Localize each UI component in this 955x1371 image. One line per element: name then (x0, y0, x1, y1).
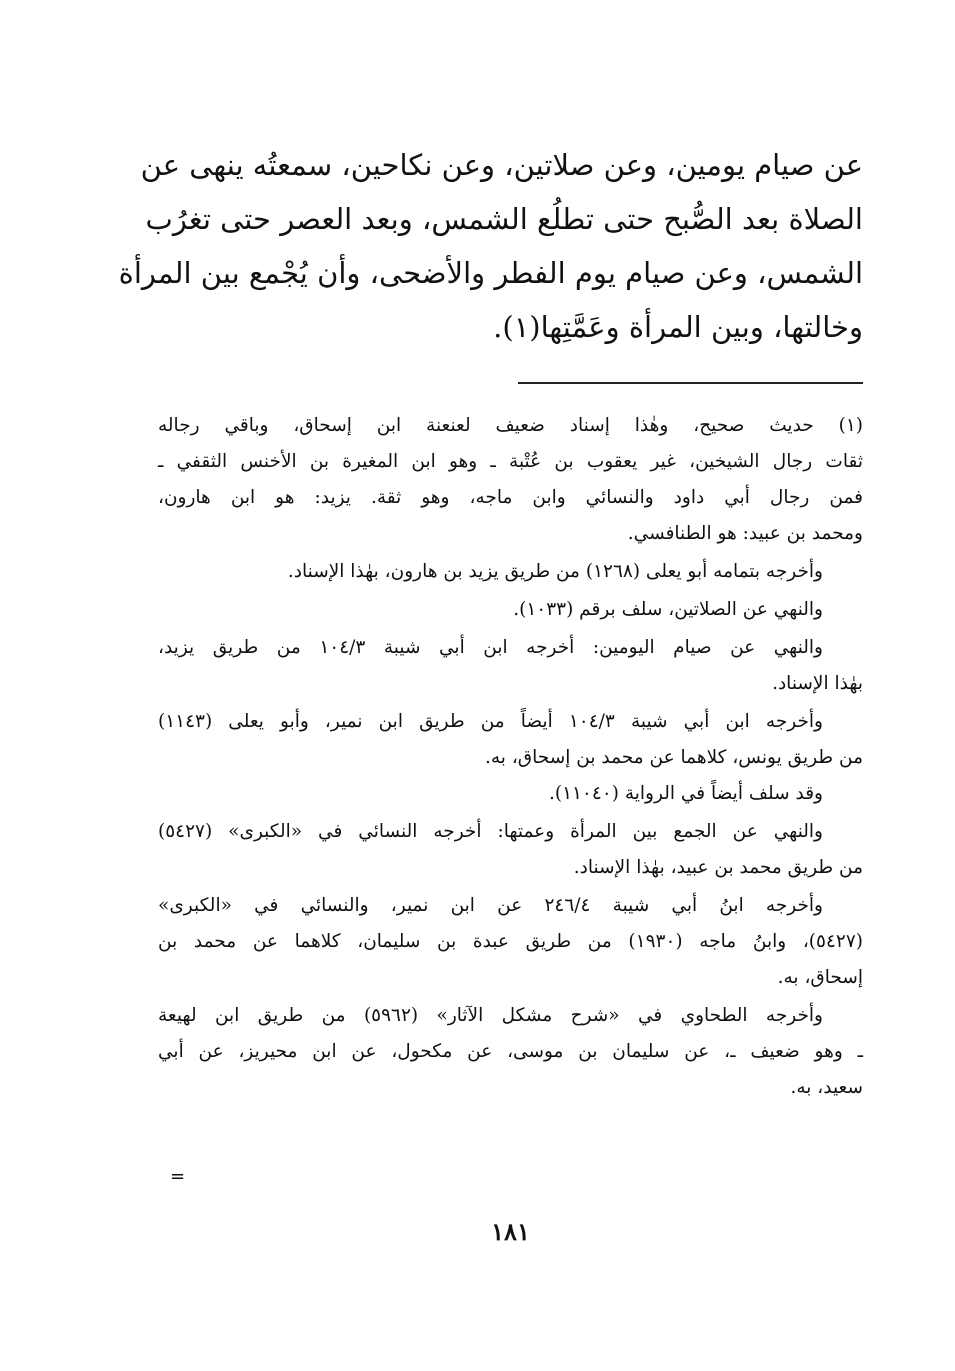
footnote-line: سعيد، به. (790, 1077, 863, 1098)
footnote-paragraph (158, 776, 863, 812)
footnote-line: ـ وهو ضعيف ـ، عن سليمان بن موسى، عن مكحول، عن ابن محيريز، عن أبي (158, 1041, 863, 1062)
main-text-line: عن صيام يومين، وعن صلاتين، وعن نكاحين، سمعتُه ينهى عن (140, 148, 863, 182)
footnote-line: إسحاق، به. (777, 967, 863, 988)
document-page (118, 0, 863, 1371)
footnote-line: وأخرجه ابن أبي شيبة ١٠٤/٣ أيضاً من طريق ابن نمير، وأبو يعلى (١١٤٣) (158, 711, 823, 732)
footnote-paragraph (158, 408, 863, 552)
main-text-line: الصلاة بعد الصُّبح حتى تطلُع الشمس، وبعد العصر حتى تغرُب (145, 202, 863, 236)
footnote-line: ومحمد بن عبيد: هو الطنافسي. (627, 523, 863, 544)
footnote-line: وقد سلف أيضاً في الرواية (١١٠٤٠). (548, 783, 823, 804)
footnote-line: (١) حديث صحيح، وهٰذا إسناد ضعيف لعنعنة ابن إسحاق، وباقي رجاله (158, 415, 863, 436)
footnote-line: ثقات رجال الشيخين، غير يعقوب بن عُتْبة ـ وهو ابن المغيرة بن الأخنس الثقفي ـ (158, 451, 863, 472)
footnote-line: وأخرجه ابنُ أبي شيبة ٢٤٦/٤ عن ابن نمير، والنسائي في «الكبرى» (158, 895, 823, 916)
footnote-paragraph (158, 998, 863, 1106)
footnote-paragraph (158, 704, 863, 776)
footnote-paragraph (158, 888, 863, 996)
footnote-paragraph (158, 814, 863, 886)
page-number: ١٨١ (491, 1217, 530, 1246)
footnote-paragraph (158, 630, 863, 702)
footnotes-section (158, 408, 863, 1106)
footnote-line: وأخرجه بتمامه أبو يعلى (١٢٦٨) من طريق يزيد بن هارون، بهٰذا الإسناد. (287, 561, 823, 582)
footnote-separator-rule (518, 382, 863, 384)
footnote-line: من طريق محمد بن عبيد، بهٰذا الإسناد. (573, 857, 863, 878)
footnote-line: (٥٤٢٧)، وابنُ ماجه (١٩٣٠) من طريق عبدة بن سليمان، كلاهما عن محمد بن (158, 931, 863, 952)
main-text-line: الشمس، وعن صيام يوم الفطر والأضحى، وأن يُجْمع بين المرأة (118, 256, 863, 290)
footnote-line: بهٰذا الإسناد. (772, 673, 863, 694)
main-hadith-text (118, 138, 863, 354)
footnote-line: والنهي عن الصلاتين، سلف برقم (١٠٣٣). (513, 599, 823, 620)
footnote-line: وأخرجه الطحاوي في «شرح مشكل الآثار» (٥٩٦٢) من طريق ابن لهيعة (158, 1005, 823, 1026)
footnote-line: فمن رجال أبي داود والنسائي وابن ماجه، وهو ثقة. يزيد: هو ابن هارون، (158, 487, 863, 508)
continuation-mark: = (170, 1166, 186, 1187)
main-text-line: وخالتها، وبين المرأة وعَمَّتِها(١). (493, 310, 863, 344)
footnote-line: والنهي عن الجمع بين المرأة وعمتها: أخرجه النسائي في «الكبرى» (٥٤٢٧) (158, 821, 823, 842)
footnote-paragraph (158, 554, 863, 590)
footnote-line: من طريق يونس، كلاهما عن محمد بن إسحاق، به. (485, 747, 863, 768)
footnote-paragraph (158, 592, 863, 628)
footnote-line: والنهي عن صيام اليومين: أخرجه ابن أبي شيبة ١٠٤/٣ من طريق يزيد، (158, 637, 823, 658)
